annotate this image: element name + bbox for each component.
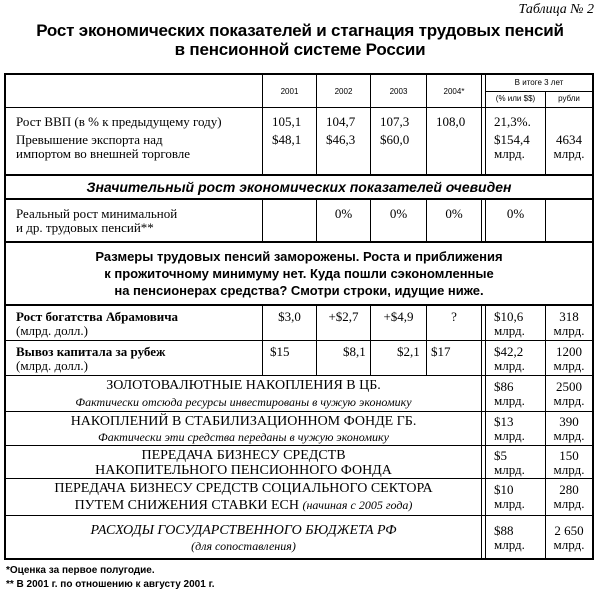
- header-subdivider: [485, 91, 592, 92]
- cell: млрд.: [553, 323, 585, 338]
- data-table: [4, 73, 594, 560]
- title-line: ПЕРЕДАЧА БИЗНЕСУ СРЕДСТВ: [141, 448, 346, 463]
- row-divider: [6, 241, 592, 243]
- cell: $154,4: [494, 132, 530, 147]
- cell: 2500: [556, 379, 582, 394]
- cell: 0%: [389, 206, 408, 221]
- footnote: ** В 2001 г. по отношению к августу 2001 г.: [6, 579, 215, 590]
- col-divider: [262, 200, 263, 242]
- cell: $5: [494, 448, 507, 463]
- cell: $13: [494, 414, 514, 429]
- cell: 2 650: [554, 523, 584, 538]
- row-divider: [6, 515, 592, 516]
- col-divider: [481, 200, 482, 242]
- budget-subtitle: (для сопоставления): [191, 539, 296, 553]
- cell: млрд.: [553, 537, 585, 552]
- cell: 0%: [445, 206, 463, 221]
- title-line-text: ПУТЕМ СНИЖЕНИЯ СТАВКИ ЕСН: [74, 498, 299, 513]
- cell: 105,1: [272, 114, 302, 129]
- cell: млрд.: [494, 537, 525, 552]
- banner-growth: Значительный рост экономических показателей очевиден: [86, 179, 512, 195]
- cell: 318: [559, 309, 579, 324]
- cell: 107,3: [380, 114, 410, 129]
- cell: $60,0: [380, 132, 410, 147]
- cell: млрд.: [553, 428, 585, 443]
- cell: млрд.: [494, 146, 525, 161]
- row-label-pension: Реальный рост минимальной: [16, 206, 178, 221]
- cell: млрд.: [494, 462, 525, 477]
- title-line: НАКОПИТЕЛЬНОГО ПЕНСИОННОГО ФОНДА: [95, 463, 392, 478]
- cell: $17: [431, 344, 451, 359]
- banner-frozen: [6, 248, 592, 299]
- cell: млрд.: [494, 496, 525, 511]
- cell: $10: [494, 482, 514, 497]
- row-label-abramovich: Рост богатства Абрамовича: [16, 309, 179, 324]
- cell: $86: [494, 379, 514, 394]
- cell: +$4,9: [383, 309, 414, 324]
- title-line-1: Рост экономических показателей и стагнация трудовых пенсий: [36, 21, 564, 40]
- year-header: 2003: [389, 87, 408, 96]
- year-header: 2001: [280, 87, 299, 96]
- row-divider: [6, 411, 592, 412]
- cell: млрд.: [494, 428, 525, 443]
- col-divider: [481, 75, 482, 175]
- row-label-pension: и др. трудовых пенсий**: [16, 220, 154, 235]
- social-title: [6, 481, 481, 514]
- cell: 1200: [556, 344, 582, 359]
- page-title: [0, 21, 600, 59]
- title-line-2: в пенсионной системе России: [174, 40, 426, 59]
- cell: млрд.: [553, 393, 585, 408]
- budget-title: РАСХОДЫ ГОСУДАРСТВЕННОГО БЮДЖЕТА РФ: [90, 523, 397, 538]
- cell: млрд.: [553, 462, 585, 477]
- col-divider: [485, 306, 486, 558]
- cell: $2,1: [397, 344, 420, 359]
- cb-title: ЗОЛОТОВАЛЮТНЫЕ НАКОПЛЕНИЯ В ЦБ.: [106, 378, 381, 393]
- cell: млрд.: [553, 358, 585, 373]
- cell: $88: [494, 523, 514, 538]
- row-divider: [6, 478, 592, 479]
- row-label-gdp: Рост ВВП (в % к предыдущему году): [16, 114, 222, 129]
- col-divider: [545, 200, 546, 242]
- cell: млрд.: [553, 146, 585, 161]
- cell: $10,6: [494, 309, 524, 324]
- row-divider: [6, 174, 592, 176]
- stab-title: НАКОПЛЕНИЙ В СТАБИЛИЗАЦИОННОМ ФОНДЕ ГБ.: [70, 414, 417, 429]
- cell: млрд.: [553, 496, 585, 511]
- title-line: ПЕРЕДАЧА БИЗНЕСУ СРЕДСТВ СОЦИАЛЬНОГО СЕКТОРА: [54, 481, 433, 496]
- cell: 108,0: [436, 114, 466, 129]
- cell: млрд.: [494, 358, 525, 373]
- row-divider: [6, 107, 592, 108]
- row-label-export: импортом во внешней торговле: [16, 146, 191, 161]
- cell: ?: [451, 309, 457, 324]
- row-label-abramovich-unit: (млрд. долл.): [16, 323, 88, 338]
- year-header: 2004*: [443, 87, 465, 96]
- row-divider: [6, 445, 592, 446]
- pension-fund-title: [6, 448, 481, 478]
- row-label-export: Превышение экспорта над: [16, 132, 163, 147]
- cell: млрд.: [494, 393, 525, 408]
- cell: 0%: [506, 206, 525, 221]
- row-divider: [6, 198, 592, 200]
- cell: $8,1: [343, 344, 366, 359]
- row-divider: [6, 304, 592, 306]
- cell: млрд.: [494, 323, 525, 338]
- total-rub-header: рубли: [558, 94, 580, 103]
- table-number-label: Таблица № 2: [518, 2, 594, 17]
- cb-subtitle: Фактически отсюда ресурсы инвестированы в чужую экономику: [75, 395, 412, 409]
- year-header: 2002: [334, 87, 353, 96]
- total-pct-header: (% или $$): [495, 94, 536, 103]
- cell: +$2,7: [328, 309, 359, 324]
- cell: 390: [559, 414, 579, 429]
- cell: 21,3%.: [494, 114, 531, 129]
- cell: $48,1: [272, 132, 302, 147]
- row-divider: [6, 340, 592, 341]
- cell: $15: [270, 344, 290, 359]
- stab-subtitle: Фактически эти средства переданы в чужую экономику: [98, 430, 389, 444]
- banner-line: на пенсионерах средства? Смотри строки, идущие ниже.: [114, 283, 484, 298]
- row-label-capital: Вывоз капитала за рубеж: [16, 344, 166, 359]
- footnote: *Оценка за первое полугодие.: [6, 565, 155, 576]
- cell: 0%: [334, 206, 353, 221]
- cell: 150: [559, 448, 579, 463]
- banner-line: Размеры трудовых пенсий заморожены. Роста и приближения: [95, 249, 503, 264]
- total-header: В итоге 3 лет: [514, 78, 564, 87]
- cell: $46,3: [326, 132, 356, 147]
- cell: $42,2: [494, 344, 524, 359]
- col-divider: [481, 306, 482, 558]
- cell: 280: [559, 482, 579, 497]
- row-label-capital-unit: (млрд. долл.): [16, 358, 88, 373]
- social-note: (начиная с 2005 года): [302, 498, 413, 512]
- col-divider: [485, 75, 486, 175]
- title-line: [6, 497, 481, 514]
- cell: 4634: [556, 132, 582, 147]
- cell: 104,7: [326, 114, 356, 129]
- cell: $3,0: [278, 309, 301, 324]
- row-divider: [6, 375, 592, 376]
- banner-line: к прожиточному минимуму нет. Куда пошли сэкономленные: [104, 266, 494, 281]
